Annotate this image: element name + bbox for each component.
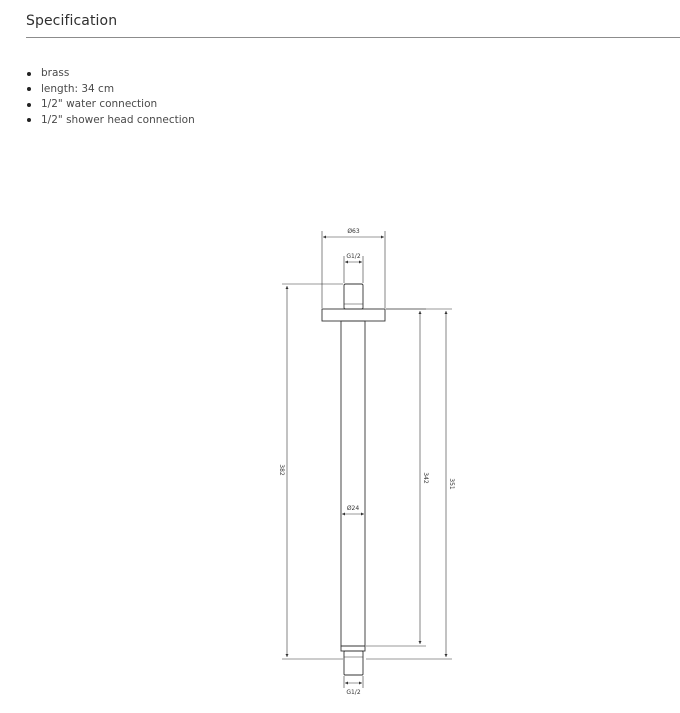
dimension-lines [282, 231, 452, 688]
dim-overall-label: 382 [278, 464, 285, 476]
dim-pipe-length-label: 342 [422, 472, 429, 484]
bottom-coupling [341, 646, 365, 651]
dim-flange-to-end-label: 351 [448, 478, 455, 490]
pipe [341, 321, 365, 646]
shower-arm-outline [322, 284, 385, 675]
spec-item-text: 1/2" shower head connection [41, 113, 195, 126]
spec-item-text: 1/2" water connection [41, 98, 158, 110]
dim-flange-diameter-label: Ø63 [347, 228, 360, 235]
section-title: Specification [26, 13, 118, 29]
ceiling-flange [322, 309, 385, 321]
dim-top-thread-label: G1/2 [346, 253, 361, 260]
bottom-thread [344, 651, 363, 675]
spec-item-text: brass [41, 67, 70, 79]
dim-bottom-thread-label: G1/2 [346, 689, 361, 696]
dim-pipe-diameter-label: Ø24 [346, 505, 360, 512]
top-thread-nut [344, 284, 363, 309]
spec-item-text: length: 34 cm [41, 82, 115, 95]
